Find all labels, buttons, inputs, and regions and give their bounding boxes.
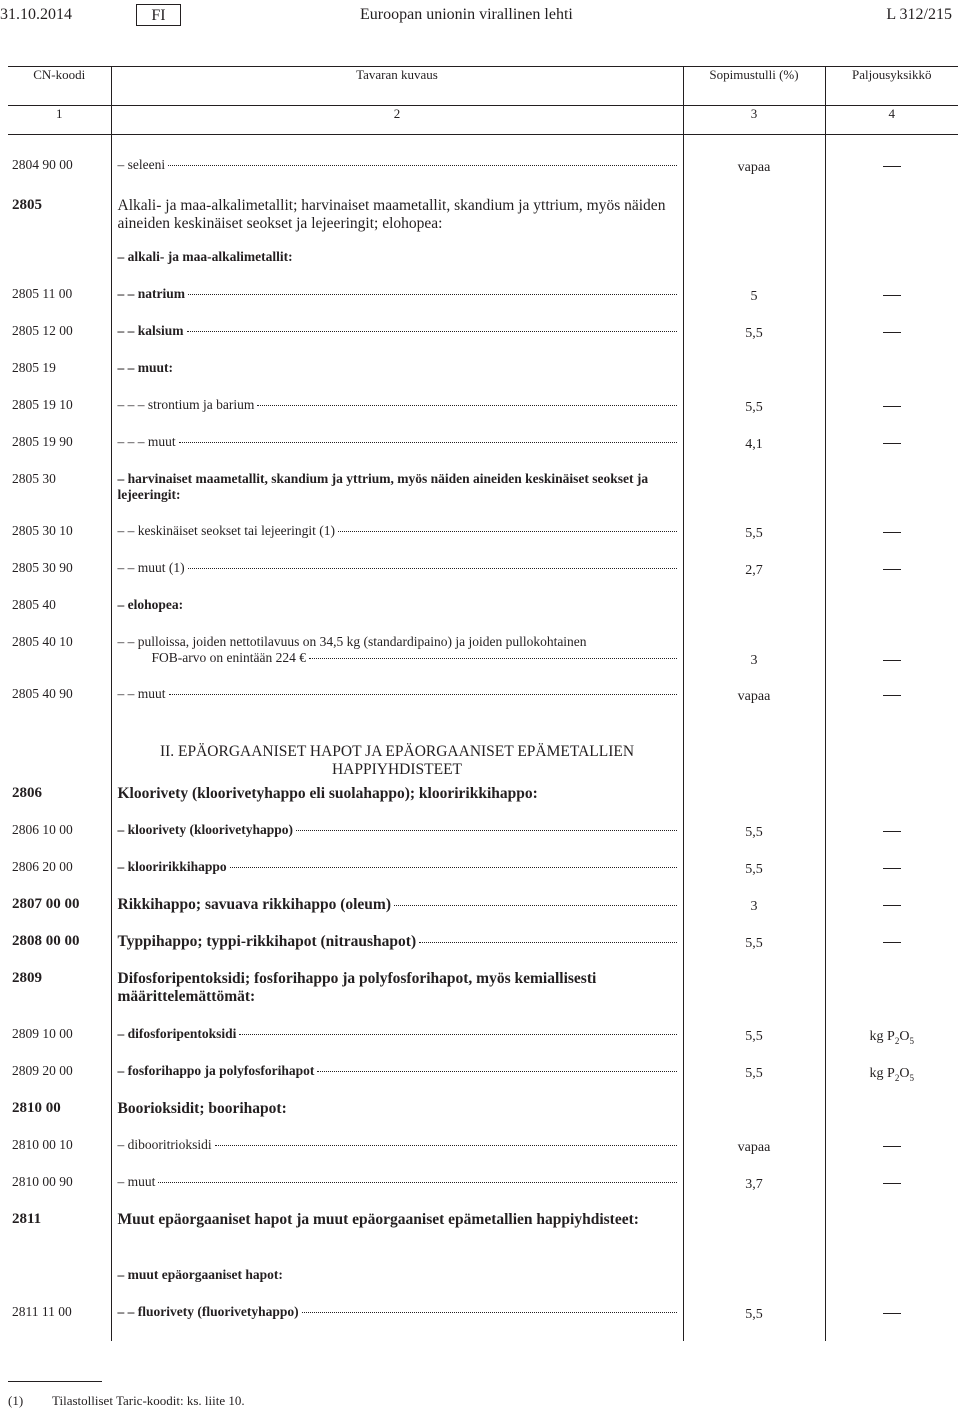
description: – elohopea: xyxy=(117,597,184,612)
tariff-table xyxy=(8,66,958,1341)
description: Alkali- ja maa-alkalimetallit; harvinaiset maametallit, skandium ja yttrium, myös näiden aineiden keskinäiset seokset ja lejeeringit; elohopea: xyxy=(117,197,666,232)
description: – harvinaiset maametallit, skandium ja yttrium, myös näiden aineiden keskinäiset seokset ja lejeeringit: xyxy=(117,471,649,502)
duty-rate: 4,1 xyxy=(745,437,763,452)
cn-code: 2810 00 xyxy=(12,1100,61,1116)
table-row xyxy=(8,135,958,198)
cn-code: 2805 40 10 xyxy=(12,634,73,649)
description: – – muut (1) xyxy=(117,560,185,575)
duty-rate: 3 xyxy=(750,653,758,668)
section-title: II. EPÄORGAANISET HAPOT JA EPÄORGAANISET EPÄMETALLIEN xyxy=(159,743,635,760)
description: – dibooritrioksidi xyxy=(117,1137,212,1152)
description: – klooririkkihappo xyxy=(117,859,227,874)
cn-code: 2805 11 00 xyxy=(12,286,73,301)
column-number-3: 3 xyxy=(683,106,825,135)
footnote-mark: (1) xyxy=(8,1393,24,1408)
unit-dash xyxy=(883,286,901,296)
cn-code: 2809 10 00 xyxy=(12,1026,73,1041)
table-row xyxy=(8,1063,958,1100)
table-row xyxy=(8,785,958,822)
description: – kloorivety (kloorivetyhappo) xyxy=(117,822,293,837)
table-row xyxy=(8,686,958,723)
table-row xyxy=(8,1211,958,1267)
table-row xyxy=(8,523,958,560)
cn-code: 2805 40 90 xyxy=(12,686,73,701)
supplementary-unit: kg $P_2O_5$ xyxy=(869,1029,914,1046)
header-description: Tavaran kuvaus xyxy=(111,67,683,106)
table-row xyxy=(8,597,958,634)
table-row xyxy=(8,560,958,597)
description: – – – muut xyxy=(117,434,176,449)
table-row xyxy=(8,1267,958,1304)
table-row xyxy=(8,286,958,323)
unit-dash xyxy=(883,323,901,333)
section-title-continued: HAPPIYHDISTEET xyxy=(331,761,463,778)
description: – alkali- ja maa-alkalimetallit: xyxy=(117,249,293,264)
table-row xyxy=(8,434,958,471)
footnote-text: Tilastolliset Taric-koodit: ks. liite 10. xyxy=(52,1393,245,1408)
duty-rate: 5,5 xyxy=(745,1066,763,1081)
cn-code: 2805 xyxy=(12,197,42,213)
description: – – kalsium xyxy=(117,323,184,338)
description: – difosforipentoksidi xyxy=(117,1026,237,1041)
unit-dash xyxy=(883,822,901,832)
duty-rate: 5,5 xyxy=(745,400,763,415)
cn-code: 2811 xyxy=(12,1211,42,1227)
language-badge: FI xyxy=(136,4,181,26)
unit-dash xyxy=(883,634,901,661)
cn-code: 2806 xyxy=(12,785,42,801)
duty-rate: 5 xyxy=(750,289,758,304)
table-row xyxy=(8,822,958,859)
cn-code: 2811 11 00 xyxy=(12,1304,72,1319)
duty-rate: 3 xyxy=(750,899,758,914)
description: – – natrium xyxy=(117,286,185,301)
unit-dash xyxy=(883,686,901,696)
duty-rate: 3,7 xyxy=(745,1177,763,1192)
duty-rate: 5,5 xyxy=(745,526,763,541)
journal-title: Euroopan unionin virallinen lehti xyxy=(360,6,573,23)
unit-dash xyxy=(883,157,901,167)
cn-code: 2807 00 00 xyxy=(12,896,80,912)
cn-code: 2805 19 90 xyxy=(12,434,73,449)
table-row xyxy=(8,896,958,933)
table-row xyxy=(8,1174,958,1211)
unit-dash xyxy=(883,859,901,869)
duty-rate: 5,5 xyxy=(745,825,763,840)
cn-code: 2806 20 00 xyxy=(12,859,73,874)
description: Difosforipentoksidi; fosforihappo ja polyfosforihapot, myös kemiallisesti määrittelemättömät: xyxy=(117,970,597,1005)
cn-code: 2810 00 90 xyxy=(12,1174,73,1189)
duty-rate: 5,5 xyxy=(745,936,763,951)
table-row xyxy=(8,1304,958,1341)
page-reference: L 312/215 xyxy=(886,6,952,23)
unit-dash xyxy=(883,933,901,943)
duty-rate: 2,7 xyxy=(745,563,763,578)
unit-dash xyxy=(883,434,901,444)
description: Kloorivety (kloorivetyhappo eli suolahappo); klooririkkihappo: xyxy=(117,785,538,802)
table-row xyxy=(8,249,958,286)
description: – muut epäorgaaniset hapot: xyxy=(117,1267,283,1282)
description: – – pulloissa, joiden nettotilavuus on 34,5 kg (standardipaino) ja joiden pullokohtainen xyxy=(117,634,587,649)
description: – – – strontium ja barium xyxy=(117,397,255,412)
publication-date: 31.10.2014 xyxy=(0,6,72,23)
unit-dash xyxy=(883,1137,901,1147)
footnote xyxy=(8,1393,245,1409)
description: – seleeni xyxy=(117,157,166,172)
column-number-1: 1 xyxy=(8,106,111,135)
duty-rate: 5,5 xyxy=(745,862,763,877)
description: Muut epäorgaaniset hapot ja muut epäorgaaniset epämetallien happiyhdisteet: xyxy=(117,1211,639,1228)
description: – muut xyxy=(117,1174,156,1189)
cn-code: 2805 30 10 xyxy=(12,523,73,538)
cn-code: 2805 40 xyxy=(12,597,56,612)
table-row xyxy=(8,197,958,249)
description: Boorioksidit; boorihapot: xyxy=(117,1100,287,1117)
table-row xyxy=(8,323,958,360)
cn-code: 2809 xyxy=(12,970,42,986)
column-number-4: 4 xyxy=(825,106,958,135)
supplementary-unit: kg $P_2O_5$ xyxy=(869,1066,914,1083)
header-cn-code: CN-koodi xyxy=(8,67,111,106)
header-duty-rate: Sopimustulli (%) xyxy=(683,67,825,106)
duty-rate: vapaa xyxy=(737,160,771,175)
duty-rate: 5,5 xyxy=(745,1307,763,1322)
unit-dash xyxy=(883,1304,901,1314)
cn-code: 2808 00 00 xyxy=(12,933,80,949)
table-row xyxy=(8,634,958,686)
section-title-row xyxy=(8,723,958,785)
duty-rate: 5,5 xyxy=(745,1029,763,1044)
unit-dash xyxy=(883,896,901,906)
description-continued: FOB-arvo on enintään 224 € xyxy=(151,650,306,665)
duty-rate: vapaa xyxy=(737,1140,771,1155)
description: – – muut: xyxy=(117,360,174,375)
table-row xyxy=(8,1100,958,1137)
description: – – fluorivety (fluorivetyhappo) xyxy=(117,1304,299,1319)
description: Rikkihappo; savuava rikkihappo (oleum) xyxy=(117,896,391,913)
unit-dash xyxy=(883,1174,901,1184)
cn-code: 2810 00 10 xyxy=(12,1137,73,1152)
header-supplementary-unit: Paljousyksikkö xyxy=(825,67,958,106)
cn-code: 2804 90 00 xyxy=(12,157,73,172)
unit-dash xyxy=(883,560,901,570)
footnote-rule xyxy=(8,1381,102,1382)
table-row xyxy=(8,970,958,1026)
unit-dash xyxy=(883,523,901,533)
description: – fosforihappo ja polyfosforihapot xyxy=(117,1063,315,1078)
table-row xyxy=(8,471,958,523)
table-row xyxy=(8,397,958,434)
duty-rate: vapaa xyxy=(737,689,771,704)
cn-code: 2809 20 00 xyxy=(12,1063,73,1078)
cn-code: 2806 10 00 xyxy=(12,822,73,837)
unit-dash xyxy=(883,397,901,407)
table-row xyxy=(8,859,958,896)
column-number-2: 2 xyxy=(111,106,683,135)
cn-code: 2805 30 xyxy=(12,471,56,486)
table-row xyxy=(8,360,958,397)
cn-code: 2805 19 xyxy=(12,360,56,375)
description: Typpihappo; typpi-rikkihapot (nitraushapot) xyxy=(117,933,417,950)
cn-code: 2805 19 10 xyxy=(12,397,73,412)
page-header xyxy=(0,0,960,40)
duty-rate: 5,5 xyxy=(745,326,763,341)
description: – – muut xyxy=(117,686,166,701)
table-row xyxy=(8,1137,958,1174)
description: – – keskinäiset seokset tai lejeeringit (1) xyxy=(117,523,335,538)
table-row xyxy=(8,933,958,970)
cn-code: 2805 30 90 xyxy=(12,560,73,575)
table-row xyxy=(8,1026,958,1063)
cn-code: 2805 12 00 xyxy=(12,323,73,338)
